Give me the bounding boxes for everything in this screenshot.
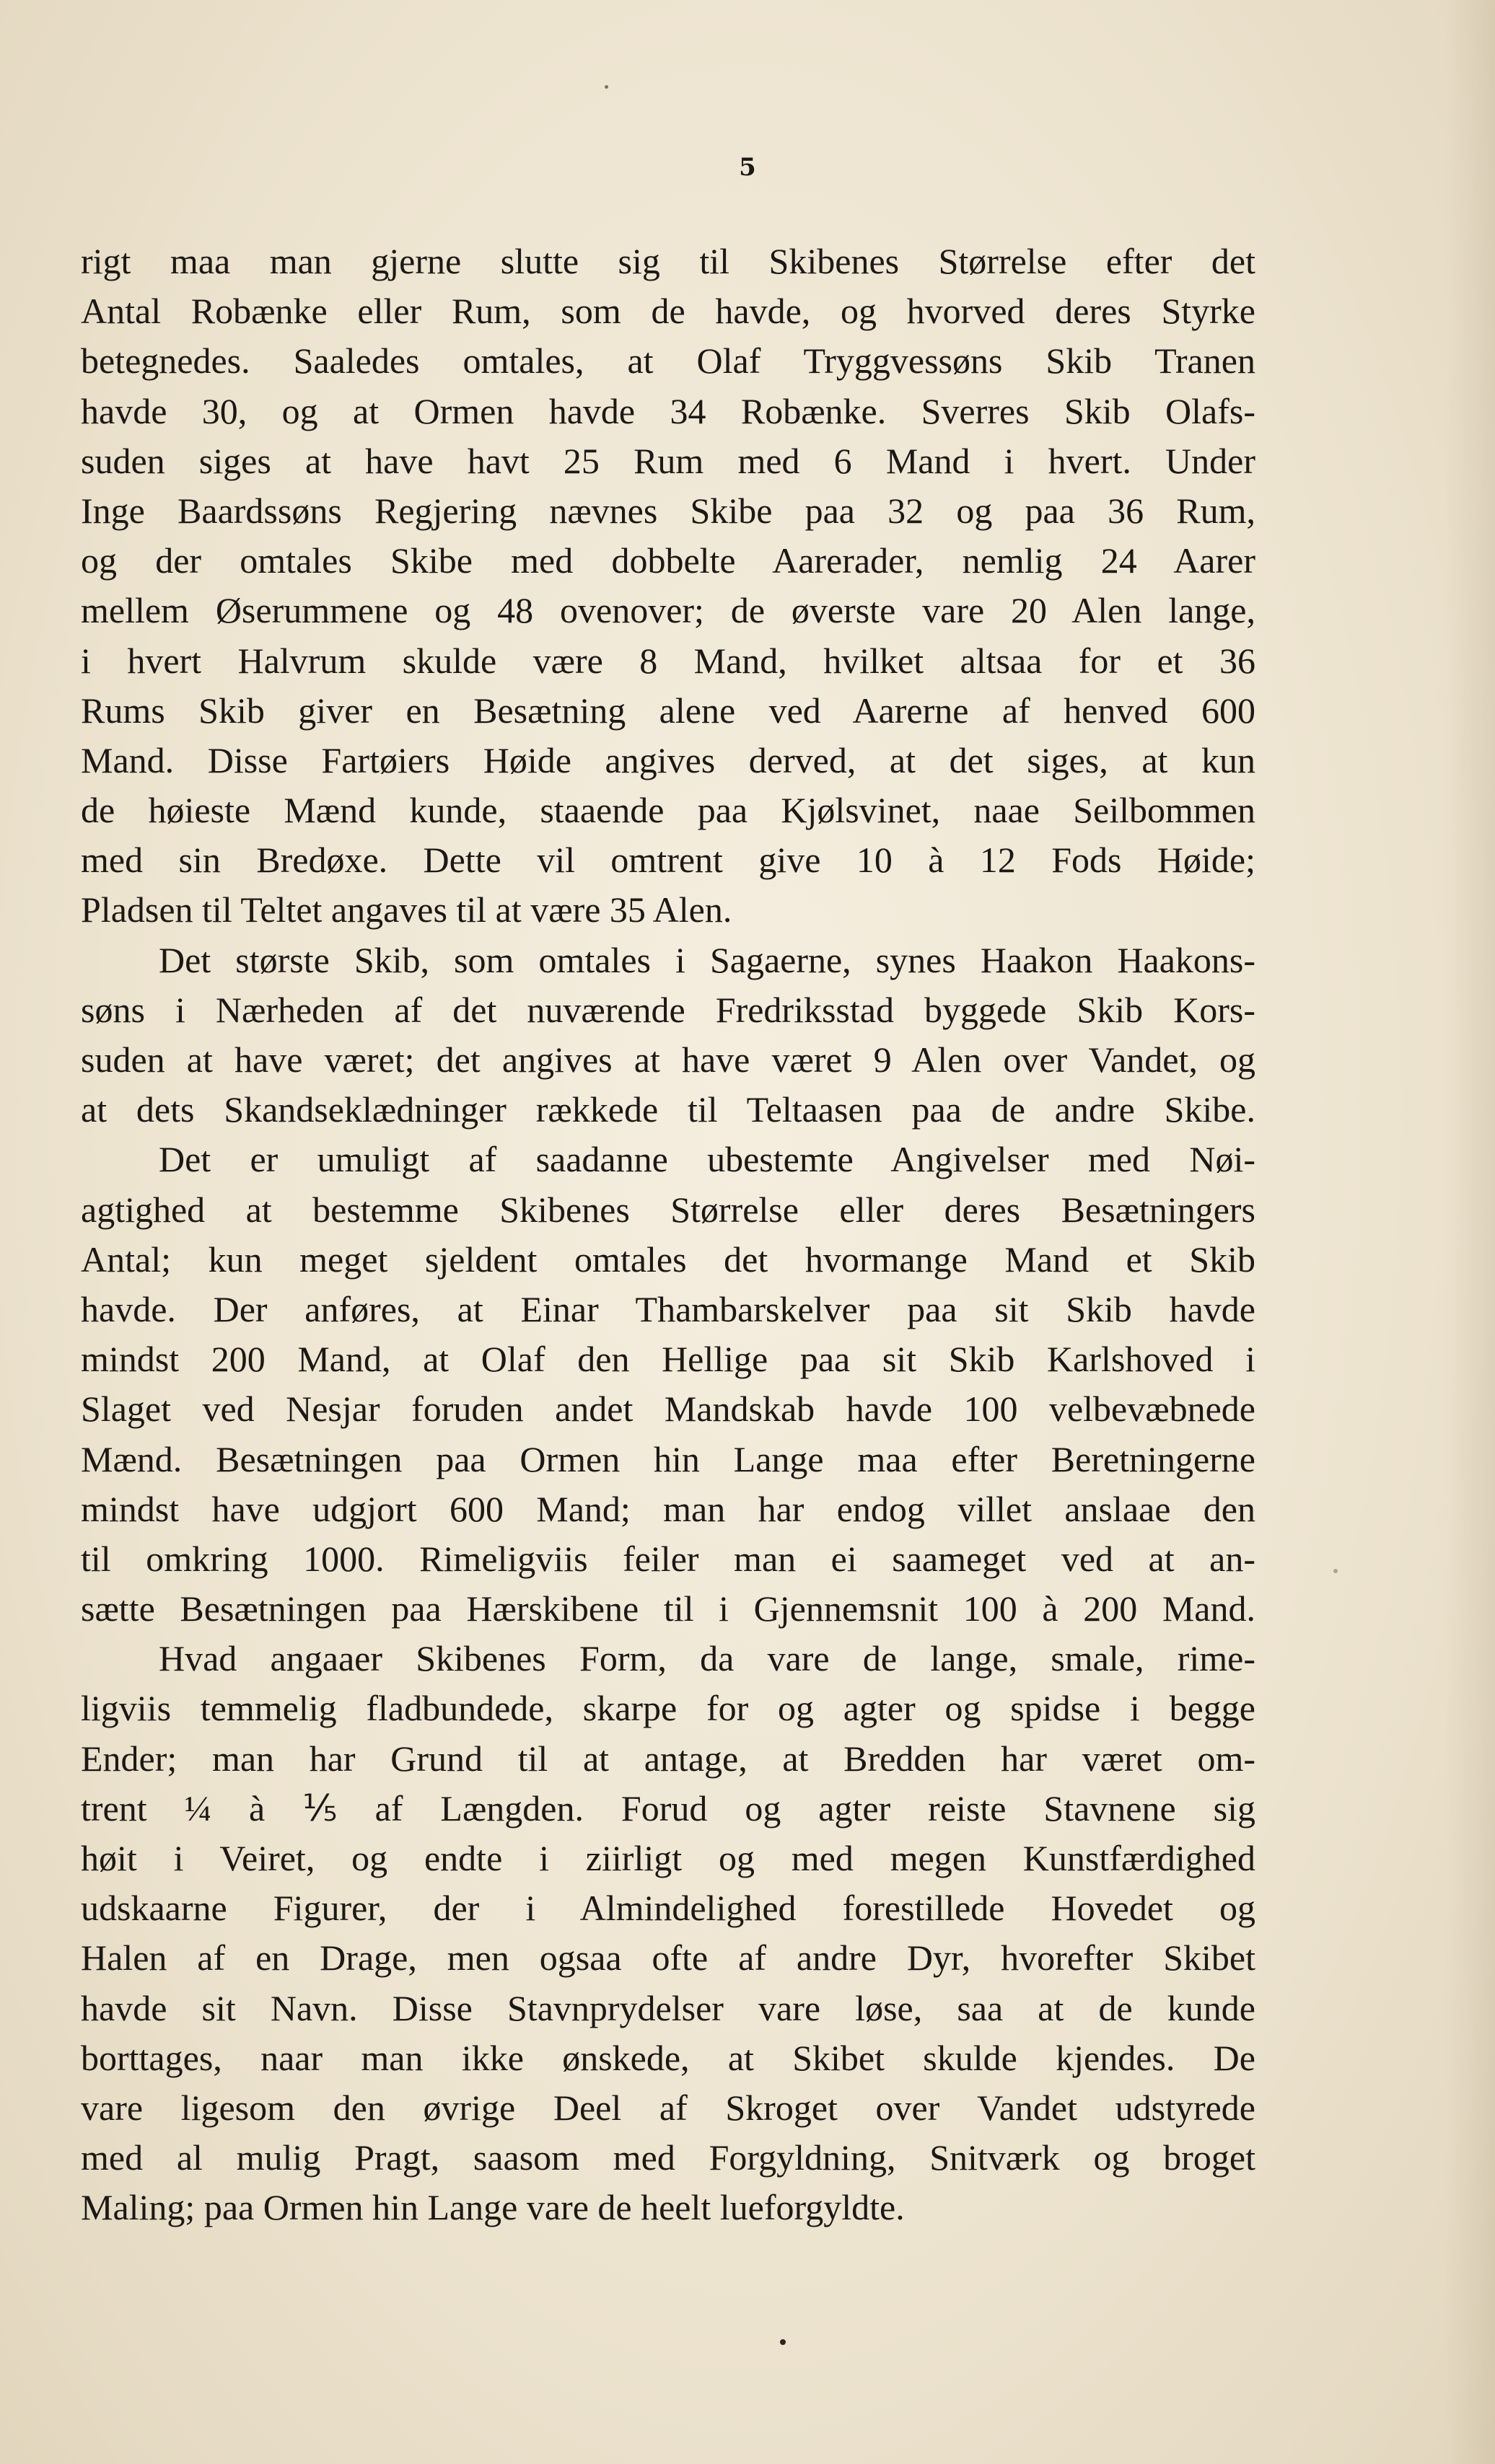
text-line: rigt maa man gjerne slutte sig til Skibenes Størrelse efter det xyxy=(81,241,1255,281)
text-line: suden siges at have havt 25 Rum med 6 Mand i hvert. Under xyxy=(81,440,1255,481)
text-line: havde sit Navn. Disse Stavnprydelser vare løse, saa at de kunde xyxy=(81,1987,1255,2028)
text-line: udskaarne Figurer, der i Almindelighed forestillede Hovedet og xyxy=(81,1888,1255,1929)
text-line: Halen af en Drage, men ogsaa ofte af andre Dyr, hvorefter Skibet xyxy=(81,1937,1255,1979)
text-line: Antal; kun meget sjeldent omtales det hvormange Mand et Skib xyxy=(81,1238,1255,1280)
text-line: trent ¼ à ⅕ af Længden. Forud og agter reiste Stavnene sig xyxy=(81,1787,1255,1829)
text-line: Mand. Disse Fartøiers Høide angives derved, at det siges, at kun xyxy=(81,739,1255,780)
text-line: sætte Besætningen paa Hærskibene til i Gjennemsnit 100 à 200 Mand. xyxy=(81,1588,1255,1629)
text-line: til omkring 1000. Rimeligviis feiler man ei saameget ved at an- xyxy=(81,1538,1255,1579)
text-line: vare ligesom den øvrige Deel af Skroget over Vandet udstyrede xyxy=(81,2087,1255,2128)
text-line: Rums Skib giver en Besætning alene ved Aarerne af henved 600 xyxy=(81,690,1255,731)
text-line: betegnedes. Saaledes omtales, at Olaf Tryggvessøns Skib Tranen xyxy=(81,340,1255,382)
text-line: Ender; man har Grund til at antage, at Bredden har været om- xyxy=(81,1738,1255,1779)
paragraph-start-line: Det er umuligt af saadanne ubestemte Angivelser med Nøi- xyxy=(159,1139,1255,1180)
paragraph-start-line: Hvad angaaer Skibenes Form, da vare de lange, smale, rime- xyxy=(159,1638,1255,1679)
text-line: mindst have udgjort 600 Mand; man har endog villet anslaae den xyxy=(81,1488,1255,1529)
text-line: Antal Robænke eller Rum, som de havde, og hvorved deres Styrke xyxy=(81,291,1255,332)
text-line: mindst 200 Mand, at Olaf den Hellige paa sit Skib Karlshoved i xyxy=(81,1339,1255,1380)
text-line: og der omtales Skibe med dobbelte Aarerader, nemlig 24 Aarer xyxy=(81,540,1255,581)
page-number: 5 xyxy=(739,153,756,182)
text-line: mellem Øserummene og 48 ovenover; de øverste vare 20 Alen lange, xyxy=(81,590,1255,631)
text-line: høit i Veiret, og endte i ziirligt og med megen Kunstfærdighed xyxy=(81,1838,1255,1878)
text-line: i hvert Halvrum skulde være 8 Mand, hvilket altsaa for et 36 xyxy=(81,640,1255,681)
scan-speck xyxy=(1333,1569,1338,1573)
scan-speck xyxy=(605,85,608,89)
text-line: med al mulig Pragt, saasom med Forgyldning, Snitværk og broget xyxy=(81,2137,1255,2178)
text-line: ligviis temmelig fladbundede, skarpe for og agter og spidse i begge xyxy=(81,1688,1255,1729)
text-line: havde. Der anføres, at Einar Thambarskelver paa sit Skib havde xyxy=(81,1288,1255,1329)
text-line: Maling; paa Ormen hin Lange vare de heelt lueforgyldte. xyxy=(81,2187,905,2228)
text-line: agtighed at bestemme Skibenes Størrelse eller deres Besætningers xyxy=(81,1189,1255,1230)
body-text xyxy=(81,237,1255,2233)
text-line: borttages, naar man ikke ønskede, at Skibet skulde kjendes. De xyxy=(81,2037,1255,2078)
text-line: havde 30, og at Ormen havde 34 Robænke. Sverres Skib Olafs- xyxy=(81,390,1255,431)
text-line: Pladsen til Teltet angaves til at være 35 Alen. xyxy=(81,889,732,930)
text-line: de høieste Mænd kunde, staaende paa Kjølsvinet, naae Seilbommen xyxy=(81,790,1255,831)
text-line: Mænd. Besætningen paa Ormen hin Lange maa efter Beretningerne xyxy=(81,1438,1255,1479)
text-line: at dets Skandseklædninger rækkede til Teltaasen paa de andre Skibe. xyxy=(81,1089,1255,1130)
text-line: suden at have været; det angives at have været 9 Alen over Vandet, og xyxy=(81,1039,1255,1080)
scan-speck xyxy=(780,2339,786,2345)
text-line: søns i Nærheden af det nuværende Fredriksstad byggede Skib Kors- xyxy=(81,989,1255,1030)
text-line: Slaget ved Nesjar foruden andet Mandskab havde 100 velbevæbnede xyxy=(81,1389,1255,1430)
page-edge-shadow xyxy=(1444,0,1495,2464)
text-line: Inge Baardssøns Regjering nævnes Skibe paa 32 og paa 36 Rum, xyxy=(81,490,1255,531)
paragraph-start-line: Det største Skib, som omtales i Sagaerne, synes Haakon Haakons- xyxy=(159,939,1255,980)
text-line: med sin Bredøxe. Dette vil omtrent give 10 à 12 Fods Høide; xyxy=(81,840,1255,881)
